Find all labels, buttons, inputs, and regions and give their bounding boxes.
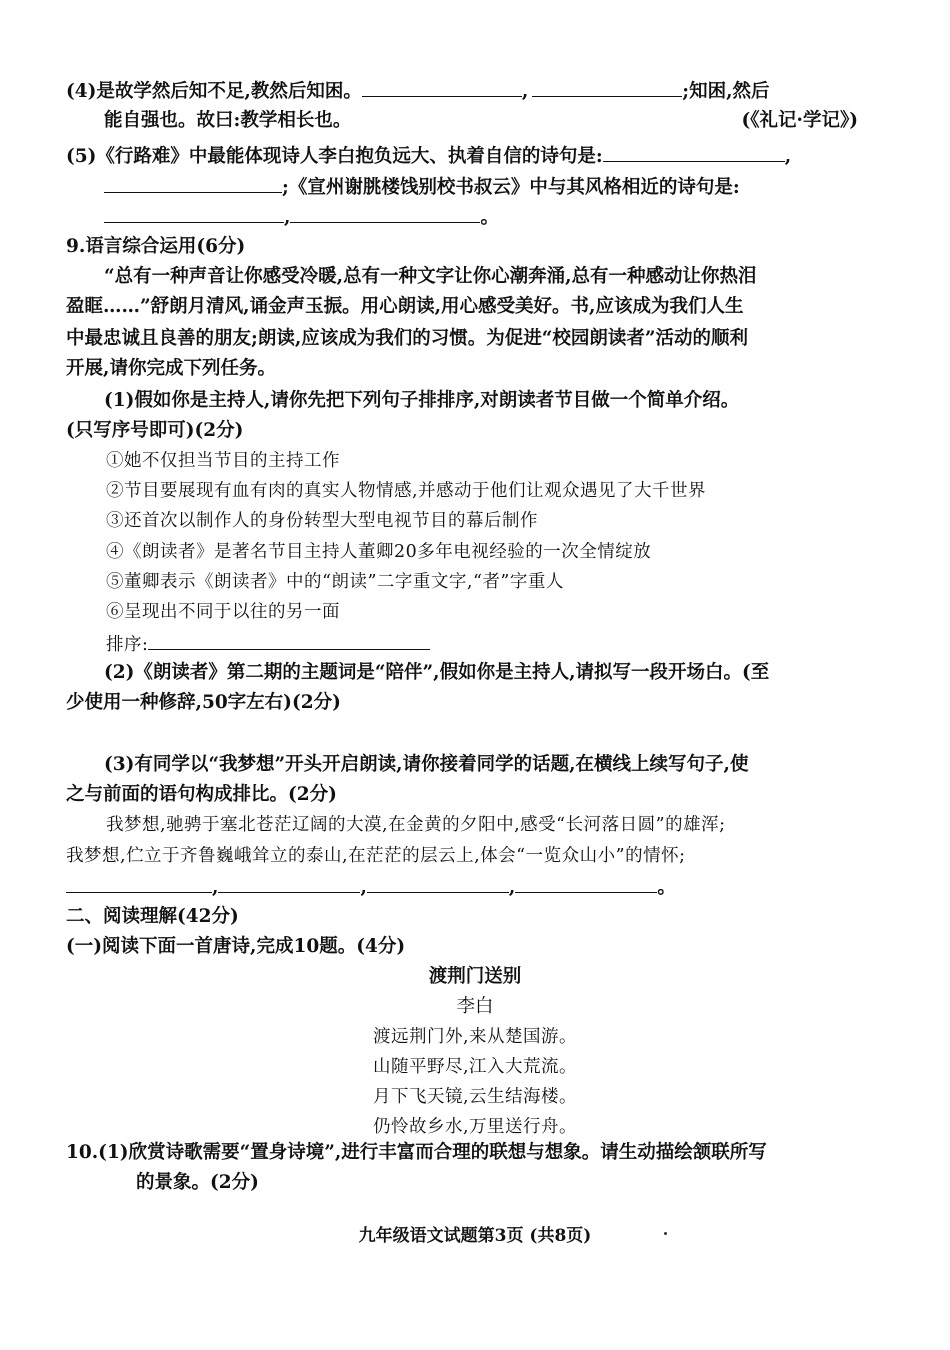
period: 。	[657, 877, 676, 898]
page-footer: 九年级语文试题第3页 (共8页)	[358, 1226, 592, 1246]
q9-2-prompt-cont: 少使用一种修辞,50字左右)(2分)	[66, 692, 341, 713]
separator: ,	[212, 877, 219, 898]
sentence-item: ④《朗读者》是著名节目主持人董卿20多年电视经验的一次全情绽放	[106, 542, 652, 562]
q9-intro-line: 开展,请你完成下列任务。	[66, 358, 276, 379]
q9-3-prompt: (3)有同学以“我梦想”开头开启朗读,请你接着同学的话题,在横线上续写句子,使	[104, 754, 749, 775]
sentence-item: ②节目要展现有血有肉的真实人物情感,并感动于他们让观众遇见了大千世界	[106, 481, 707, 501]
scan-speck	[664, 1232, 667, 1235]
period: 。	[480, 207, 499, 228]
section-title: 二、阅读理解(42分)	[66, 906, 239, 927]
q9-3-prompt-cont: 之与前面的语句构成排比。(2分)	[66, 784, 337, 805]
q9-1-prompt-cont: (只写序号即可)(2分)	[66, 420, 244, 441]
separator: ,	[784, 146, 792, 167]
q8-5-text: (5)《行路难》中最能体现诗人李白抱负远大、执着自信的诗句是:	[66, 146, 603, 167]
dream-sentence: 我梦想,驰骋于塞北苍茫辽阔的大漠,在金黄的夕阳中,感受“长河落日圆”的雄浑;	[106, 815, 726, 835]
poem-line: 渡远荆门外,来从楚国游。	[372, 1027, 578, 1047]
answer-blank[interactable]	[515, 872, 657, 893]
order-label: 排序:	[106, 635, 149, 655]
answer-blank[interactable]	[603, 141, 785, 162]
q9-title: 9.语言综合运用(6分)	[66, 236, 246, 257]
q8-4-line2: 能自强也。故曰:教学相长也。	[104, 110, 352, 131]
q9-1-prompt: (1)假如你是主持人,请你先把下列句子排排序,对朗读者节目做一个简单介绍。	[104, 390, 740, 411]
poem-line: 仍怜故乡水,万里送行舟。	[372, 1117, 578, 1137]
q9-intro-line: “总有一种声音让你感受冷暖,总有一种文字让你心潮奔涌,总有一种感动让你热泪	[104, 266, 757, 287]
answer-blank[interactable]	[290, 202, 480, 223]
poem-title: 渡荆门送别	[428, 966, 522, 987]
answer-blank[interactable]	[362, 76, 522, 97]
answer-blank[interactable]	[367, 872, 509, 893]
q8-5-line3	[104, 202, 499, 231]
q8-4-text: (4)是故学然后知不足,教然后知困。	[66, 81, 362, 102]
separator: ,	[508, 877, 516, 898]
sentence-item: ①她不仅担当节目的主持工作	[106, 451, 340, 471]
q9-intro-line: 盈眶……”舒朗月清风,诵金声玉振。用心朗读,用心感受美好。书,应该成为我们人生	[66, 296, 744, 317]
q9-intro-line: 中最忠诚且良善的朋友;朗读,应该成为我们的习惯。为促进“校园朗读者”活动的顺利	[66, 328, 749, 349]
q8-5-line1	[66, 141, 791, 170]
answer-blank[interactable]	[532, 76, 682, 97]
q8-5-line2	[104, 172, 740, 201]
answer-blank[interactable]	[66, 872, 212, 893]
dream-sentence: 我梦想,伫立于齐鲁巍峨耸立的泰山,在茫茫的层云上,体会“一览众山小”的情怀;	[66, 846, 686, 866]
poem-author: 李白	[456, 996, 494, 1017]
q10-prompt: 10.(1)欣赏诗歌需要“置身诗境”,进行丰富而合理的联想与想象。请生动描绘颔联所写	[66, 1142, 767, 1163]
separator: ,	[284, 207, 291, 228]
q9-2-prompt: (2)《朗读者》第二期的主题词是“陪伴”,假如你是主持人,请拟写一段开场白。(至	[104, 662, 770, 683]
answer-blank[interactable]	[104, 172, 282, 193]
separator: ,	[521, 81, 529, 102]
sentence-item: ⑤董卿表示《朗读者》中的“朗读”二字重文字,“者”字重人	[106, 572, 564, 592]
sentence-item: ③还首次以制作人的身份转型大型电视节目的幕后制作	[106, 511, 538, 531]
poem-line: 月下飞天镜,云生结海楼。	[372, 1087, 578, 1107]
q8-4-source: (《礼记·学记》)	[741, 110, 858, 131]
subsection-title: (一)阅读下面一首唐诗,完成10题。(4分)	[66, 936, 406, 957]
answer-blank[interactable]	[104, 202, 284, 223]
order-line	[106, 629, 430, 658]
answer-blank[interactable]	[218, 872, 360, 893]
sentence-item: ⑥呈现出不同于以往的另一面	[106, 602, 340, 622]
q9-3-blanks	[66, 872, 676, 901]
q8-4-text-cont: ;知困,然后	[682, 81, 770, 102]
q8-5-text-cont: ;《宣州谢朓楼饯别校书叔云》中与其风格相近的诗句是:	[282, 177, 740, 198]
q10-prompt-cont: 的景象。(2分)	[136, 1172, 259, 1193]
q8-4-line1	[66, 76, 770, 105]
separator: ,	[360, 877, 367, 898]
order-answer-blank[interactable]	[148, 629, 430, 650]
poem-line: 山随平野尽,江入大荒流。	[372, 1057, 578, 1077]
